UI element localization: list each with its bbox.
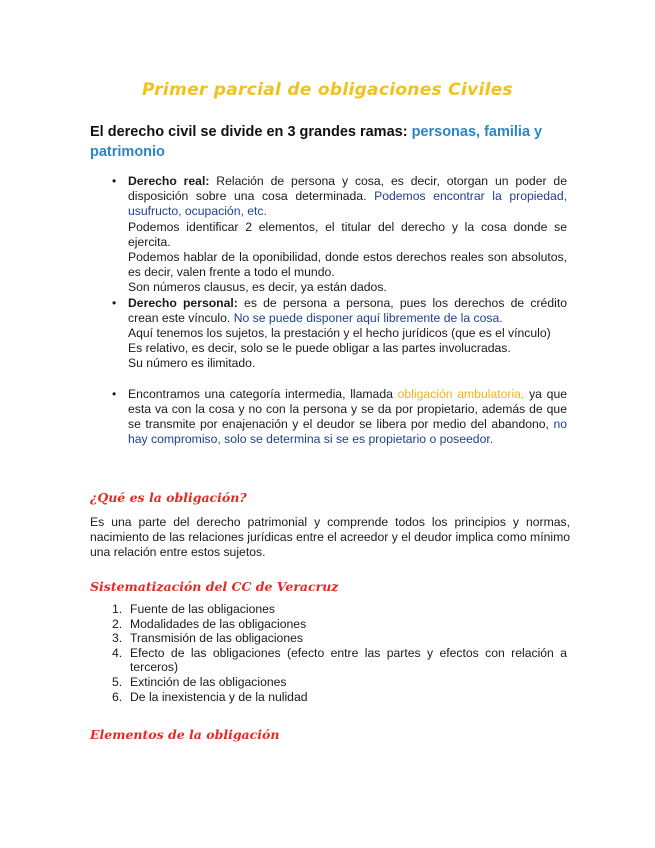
bullet-text: Relación de persona y cosa, es decir, otorgan un poder de disposición sobre una cosa determinada.: [128, 174, 567, 204]
section-heading-sistematizacion: Sistematización del CC de Veracruz: [90, 579, 339, 594]
bullet-line: Su número es ilimitado.: [128, 356, 256, 371]
bullet-line: Aquí tenemos los sujetos, la prestación y el hecho jurídicos (que es el vínculo): [128, 326, 551, 341]
bullet-blue-text: no hay compromiso, solo se determina si se es propietario o poseedor.: [128, 417, 567, 447]
bullet-text: Encontramos una categoría intermedia, llamada: [128, 386, 398, 401]
section-heading-elementos: Elementos de la obligación: [90, 727, 280, 742]
list-item: 5. Extinción de las obligaciones: [112, 674, 287, 689]
list-item: 6. De la inexistencia y de la nulidad: [112, 689, 308, 704]
intro-heading: [90, 122, 570, 162]
rights-bullet-list: [112, 174, 567, 447]
bullet-obligacion-ambulatoria: [112, 387, 567, 448]
bullet-line: Podemos identificar 2 elementos, el titular del derecho y la cosa donde se ejercita.: [128, 219, 567, 249]
list-item: 2. Modalidades de las obligaciones: [112, 616, 307, 631]
list-item: 3. Transmisión de las obligaciones: [112, 631, 303, 646]
list-item: 4. Efecto de las obligaciones (efecto entre las partes y efectos con relación a terceros): [112, 645, 567, 675]
bullet-derecho-personal: [112, 296, 567, 372]
list-item: 1. Fuente de las obligaciones: [112, 602, 275, 616]
bullet-term: Derecho personal:: [128, 295, 238, 310]
document-title: Primer parcial de obligaciones Civiles: [142, 80, 513, 100]
bullet-blue-text: Podemos encontrar la propiedad, usufructo, ocupación, etc.: [128, 189, 568, 219]
intro-text: El derecho civil se divide en 3 grandes ramas:: [90, 124, 412, 140]
bullet-dot-icon: •: [112, 174, 117, 188]
bullet-line: Son números clausus, es decir, ya están dados.: [128, 280, 387, 295]
bullet-spacer: [112, 372, 567, 387]
bullet-term: Derecho real:: [128, 174, 210, 188]
bullet-derecho-real: [112, 174, 567, 296]
section-heading-obligacion: ¿Qué es la obligación?: [90, 490, 247, 505]
bullet-dot-icon: •: [112, 295, 117, 310]
intro-highlight: personas, familia y patrimonio: [90, 124, 543, 160]
bullet-blue-text: No se puede disponer aquí libremente de la cosa.: [233, 310, 503, 325]
bullet-line: Podemos hablar de la oponibilidad, donde estos derechos reales son absolutos, es decir, valen frente a todo el mundo.: [128, 250, 567, 280]
section-paragraph-obligacion: Es una parte del derecho patrimonial y comprende todos los principios y normas, nacimiento de las relaciones jurídicas entre el acreedor y el deudor implica como mínimo una relación entre estos sujetos.: [90, 515, 570, 560]
sistematizacion-list: [112, 602, 567, 704]
bullet-yellow-text: obligación ambulatoria,: [397, 386, 525, 401]
bullet-text: es de persona a persona, pues los derechos de crédito crean este vínculo.: [128, 295, 567, 325]
bullet-text: ya que esta va con la cosa y no con la persona y se da por propietario, además de que se transmite por enajenación y el deudor se libera por medio del abandono,: [128, 386, 568, 432]
bullet-line: Es relativo, es decir, solo se le puede obligar a las partes involucradas.: [128, 341, 511, 356]
bullet-dot-icon: •: [112, 386, 117, 401]
